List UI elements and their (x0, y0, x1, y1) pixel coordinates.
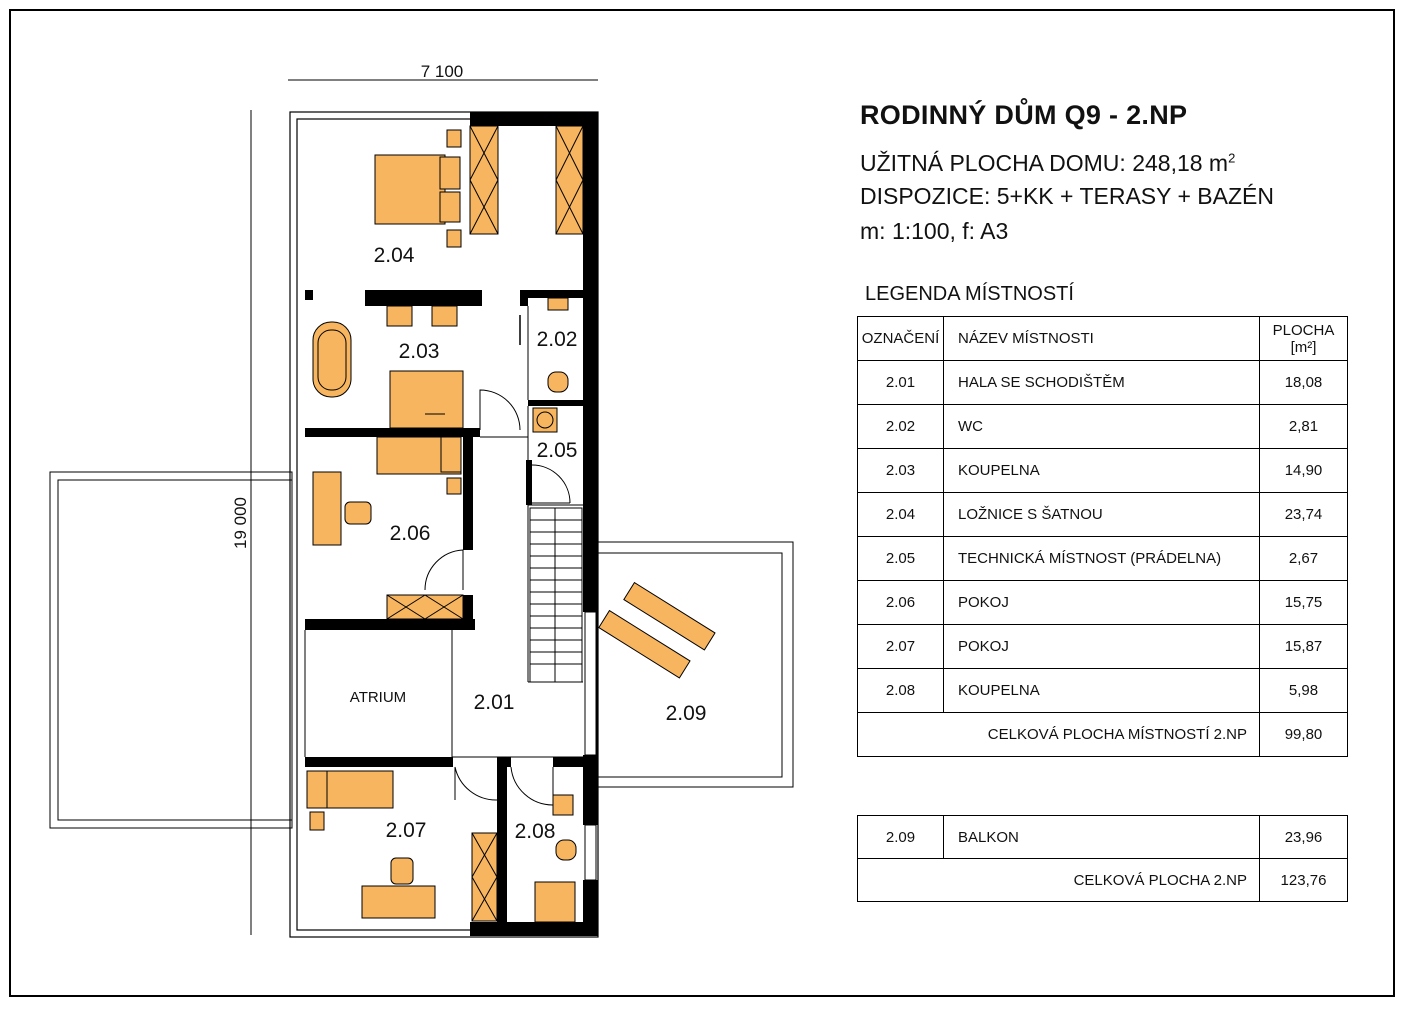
room-code: 2.09 (858, 816, 944, 859)
dimension-width-label: 7 100 (420, 62, 464, 81)
total-label: CELKOVÁ PLOCHA MÍSTNOSTÍ 2.NP (858, 713, 1260, 757)
room-name: HALA SE SCHODIŠTĚM (944, 361, 1260, 405)
table-row (858, 816, 1348, 859)
room-label-atrium: ATRIUM (349, 689, 407, 706)
room-area: 5,98 (1260, 669, 1348, 713)
chair-206 (345, 502, 371, 524)
room-area: 18,08 (1260, 361, 1348, 405)
room-area: 15,75 (1260, 581, 1348, 625)
furniture (307, 126, 715, 922)
room-name: KOUPELNA (944, 449, 1260, 493)
room-code: 2.06 (858, 581, 944, 625)
room-name: WC (944, 405, 1260, 449)
left-terrace (50, 472, 292, 828)
room-label-206: 2.06 (389, 522, 431, 545)
room-name: BALKON (944, 816, 1260, 859)
total-value: 99,80 (1260, 713, 1348, 757)
legend-total-row (858, 713, 1348, 757)
room-label-205: 2.05 (536, 439, 578, 462)
room-legend-table (857, 316, 1348, 757)
room-label-201: 2.01 (473, 691, 515, 714)
room-name: LOŽNICE S ŠATNOU (944, 493, 1260, 537)
room-code: 2.04 (858, 493, 944, 537)
layout-info: DISPOZICE: 5+KK + TERASY + BAZÉN (860, 183, 1274, 209)
room-area: 23,96 (1260, 816, 1348, 859)
balcony-total-row (858, 859, 1348, 902)
room-label-202: 2.02 (536, 328, 578, 351)
toilet-208 (556, 840, 576, 860)
table-row (858, 625, 1348, 669)
sink-2 (432, 306, 457, 326)
wardrobe-207 (472, 833, 497, 921)
room-area: 14,90 (1260, 449, 1348, 493)
balcony-table (857, 815, 1348, 902)
table-row (858, 493, 1348, 537)
total-value: 123,76 (1260, 859, 1348, 902)
col-code-header: OZNAČENÍ (858, 317, 944, 361)
legend-title: LEGENDA MÍSTNOSTÍ (865, 283, 1074, 305)
table-row (858, 449, 1348, 493)
room-label-203: 2.03 (398, 340, 440, 363)
room-name: KOUPELNA (944, 669, 1260, 713)
wardrobe-right (556, 126, 583, 234)
double-bed (375, 155, 445, 224)
room-code: 2.01 (858, 361, 944, 405)
staircase (530, 508, 582, 682)
room-label-207: 2.07 (385, 819, 427, 842)
legend-header-row (858, 317, 1348, 361)
chair-207 (391, 858, 413, 884)
room-code: 2.03 (858, 449, 944, 493)
total-label: CELKOVÁ PLOCHA 2.NP (858, 859, 1260, 902)
balcony-outline (597, 542, 793, 787)
room-name: TECHNICKÁ MÍSTNOST (PRÁDELNA) (944, 537, 1260, 581)
room-code: 2.07 (858, 625, 944, 669)
desk-207 (362, 886, 435, 918)
windows (585, 612, 596, 880)
shower (390, 371, 463, 428)
room-area: 2,67 (1260, 537, 1348, 581)
toilet (548, 372, 568, 392)
table-row (858, 361, 1348, 405)
room-area: 23,74 (1260, 493, 1348, 537)
desk-206 (313, 472, 341, 545)
room-label-209: 2.09 (665, 702, 707, 725)
room-code: 2.08 (858, 669, 944, 713)
room-area: 2,81 (1260, 405, 1348, 449)
scale-info: m: 1:100, f: A3 (860, 218, 1009, 244)
page-title: RODINNÝ DŮM Q9 - 2.NP (860, 100, 1188, 130)
usable-area: UŽITNÁ PLOCHA DOMU: 248,18 $m^2$ (860, 150, 1236, 176)
col-name-header: NÁZEV MÍSTNOSTI (944, 317, 1260, 361)
bathtub (313, 322, 351, 397)
table-row (858, 669, 1348, 713)
wardrobe-left (470, 126, 498, 234)
room-label-204: 2.04 (373, 244, 415, 267)
room-name: POKOJ (944, 625, 1260, 669)
col-area-header: PLOCHA [m²] (1260, 317, 1348, 361)
sink-1 (387, 306, 412, 326)
table-row (858, 581, 1348, 625)
room-code: 2.02 (858, 405, 944, 449)
room-name: POKOJ (944, 581, 1260, 625)
room-area: 15,87 (1260, 625, 1348, 669)
cabinet-206 (387, 595, 463, 619)
room-label-208: 2.08 (514, 820, 556, 843)
dimension-height-label: 19 000 (231, 497, 250, 549)
room-code: 2.05 (858, 537, 944, 581)
shower-208 (535, 882, 575, 922)
table-row (858, 405, 1348, 449)
table-row (858, 537, 1348, 581)
